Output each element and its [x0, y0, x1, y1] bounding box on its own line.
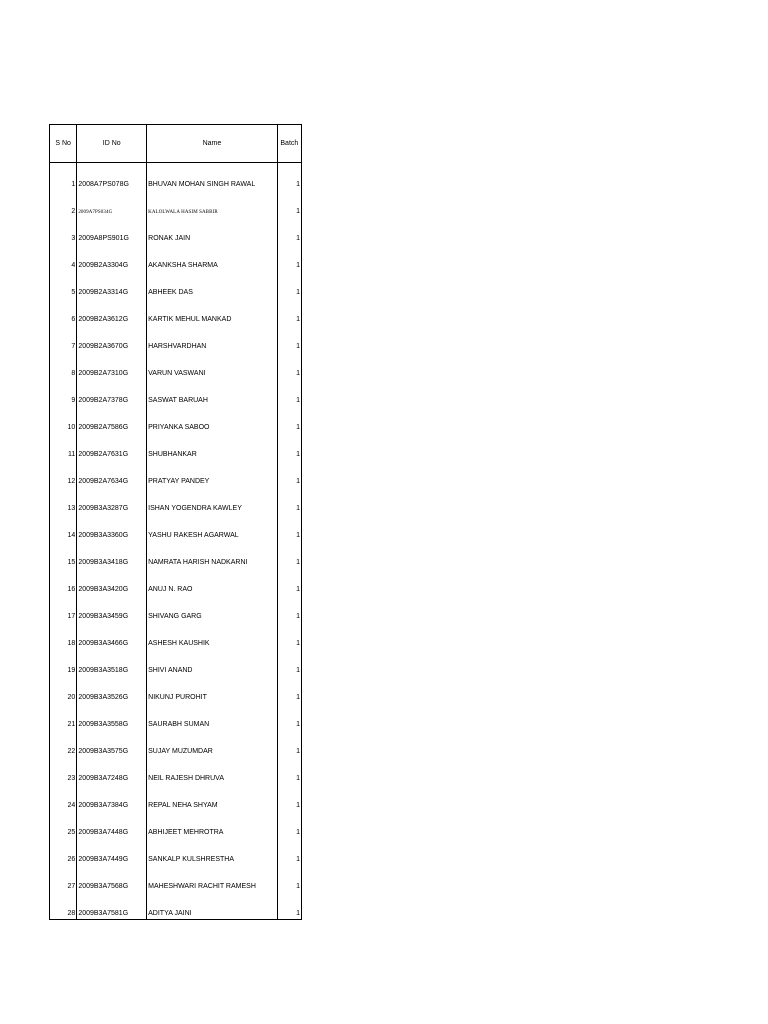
cell-name: ASHESH KAUSHIK: [147, 622, 278, 649]
cell-batch: 1: [277, 217, 301, 244]
cell-name: ISHAN YOGENDRA KAWLEY: [147, 487, 278, 514]
table-row: [50, 271, 302, 298]
cell-batch: 1: [277, 460, 301, 487]
table-row: [50, 325, 302, 352]
table-row: [50, 406, 302, 433]
cell-name: SAURABH SUMAN: [147, 703, 278, 730]
cell-name: ANUJ N. RAO: [147, 568, 278, 595]
cell-name: PRATYAY PANDEY: [147, 460, 278, 487]
cell-sno: 11: [50, 433, 77, 460]
cell-sno: 24: [50, 784, 77, 811]
cell-name: SUJAY MUZUMDAR: [147, 730, 278, 757]
cell-batch: 1: [277, 379, 301, 406]
table-row: [50, 838, 302, 865]
cell-id: 2009B3A3360G: [77, 514, 147, 541]
cell-name: BHUVAN MOHAN SINGH RAWAL: [147, 163, 278, 191]
cell-batch: 1: [277, 325, 301, 352]
cell-sno: 15: [50, 541, 77, 568]
cell-id: 2009B3A7248G: [77, 757, 147, 784]
table-row: [50, 595, 302, 622]
cell-id: 2009B3A7384G: [77, 784, 147, 811]
cell-id: 2009A7PS034G: [77, 190, 147, 217]
cell-sno: 25: [50, 811, 77, 838]
cell-sno: 23: [50, 757, 77, 784]
cell-id: 2009B2A7586G: [77, 406, 147, 433]
cell-name: REPAL NEHA SHYAM: [147, 784, 278, 811]
cell-id: 2009B3A3526G: [77, 676, 147, 703]
cell-id: 2009B2A3304G: [77, 244, 147, 271]
cell-id: 2009B3A3420G: [77, 568, 147, 595]
cell-id: 2009B3A3575G: [77, 730, 147, 757]
cell-name: SHIVI ANAND: [147, 649, 278, 676]
table-row: [50, 541, 302, 568]
table-row: [50, 649, 302, 676]
cell-name: NIKUNJ PUROHIT: [147, 676, 278, 703]
cell-batch: 1: [277, 244, 301, 271]
cell-id: 2009B2A3314G: [77, 271, 147, 298]
cell-name: SANKALP KULSHRESTHA: [147, 838, 278, 865]
cell-name: ABHEEK DAS: [147, 271, 278, 298]
cell-batch: 1: [277, 649, 301, 676]
table-row: [50, 676, 302, 703]
cell-id: 2009B2A7631G: [77, 433, 147, 460]
table-row: [50, 730, 302, 757]
cell-name: MAHESHWARI RACHIT RAMESH: [147, 865, 278, 892]
cell-batch: 1: [277, 163, 301, 191]
table-row: [50, 244, 302, 271]
cell-batch: 1: [277, 487, 301, 514]
cell-sno: 7: [50, 325, 77, 352]
cell-name: AKANKSHA SHARMA: [147, 244, 278, 271]
table-row: [50, 892, 302, 920]
cell-batch: 1: [277, 514, 301, 541]
cell-sno: 2: [50, 190, 77, 217]
cell-sno: 26: [50, 838, 77, 865]
cell-sno: 19: [50, 649, 77, 676]
cell-id: 2009B2A7378G: [77, 379, 147, 406]
header-name: Name: [147, 125, 278, 163]
table-row: [50, 622, 302, 649]
table-row: [50, 784, 302, 811]
cell-batch: 1: [277, 838, 301, 865]
cell-id: 2009B3A7449G: [77, 838, 147, 865]
cell-batch: 1: [277, 271, 301, 298]
cell-sno: 22: [50, 730, 77, 757]
cell-batch: 1: [277, 541, 301, 568]
cell-id: 2009B3A3558G: [77, 703, 147, 730]
cell-name: KALOLWALA HASIM SABBIR: [147, 190, 278, 217]
cell-sno: 18: [50, 622, 77, 649]
cell-batch: 1: [277, 676, 301, 703]
cell-id: 2009B3A3466G: [77, 622, 147, 649]
cell-sno: 14: [50, 514, 77, 541]
cell-batch: 1: [277, 433, 301, 460]
cell-name: ABHIJEET MEHROTRA: [147, 811, 278, 838]
cell-batch: 1: [277, 811, 301, 838]
table-row: [50, 298, 302, 325]
cell-id: 2009B2A3612G: [77, 298, 147, 325]
cell-name: NEIL RAJESH DHRUVA: [147, 757, 278, 784]
cell-sno: 21: [50, 703, 77, 730]
cell-id: 2009B3A7448G: [77, 811, 147, 838]
cell-sno: 27: [50, 865, 77, 892]
table-row: [50, 487, 302, 514]
header-id: ID No: [77, 125, 147, 163]
cell-name: KARTIK MEHUL MANKAD: [147, 298, 278, 325]
cell-id: 2009B3A3459G: [77, 595, 147, 622]
cell-batch: 1: [277, 352, 301, 379]
table-row: [50, 217, 302, 244]
table-row: [50, 703, 302, 730]
cell-id: 2009B2A3670G: [77, 325, 147, 352]
cell-name: ADITYA JAINI: [147, 892, 278, 920]
cell-sno: 16: [50, 568, 77, 595]
cell-batch: 1: [277, 190, 301, 217]
cell-sno: 9: [50, 379, 77, 406]
table-row: [50, 190, 302, 217]
cell-batch: 1: [277, 406, 301, 433]
cell-name: PRIYANKA SABOO: [147, 406, 278, 433]
cell-batch: 1: [277, 757, 301, 784]
cell-id: 2009B2A7310G: [77, 352, 147, 379]
cell-id: 2009B3A7581G: [77, 892, 147, 920]
cell-id: 2009B3A3418G: [77, 541, 147, 568]
cell-name: HARSHVARDHAN: [147, 325, 278, 352]
table-row: [50, 811, 302, 838]
student-list-table: [49, 124, 302, 920]
cell-batch: 1: [277, 730, 301, 757]
header-batch: Batch: [277, 125, 301, 163]
cell-name: RONAK JAIN: [147, 217, 278, 244]
cell-sno: 17: [50, 595, 77, 622]
cell-sno: 10: [50, 406, 77, 433]
cell-name: NAMRATA HARISH NADKARNI: [147, 541, 278, 568]
table-row: [50, 379, 302, 406]
table-body: [50, 163, 302, 920]
cell-sno: 4: [50, 244, 77, 271]
cell-name: SASWAT BARUAH: [147, 379, 278, 406]
cell-sno: 3: [50, 217, 77, 244]
cell-sno: 8: [50, 352, 77, 379]
table-row: [50, 163, 302, 191]
table-row: [50, 433, 302, 460]
table-row: [50, 568, 302, 595]
cell-id: 2009B3A3287G: [77, 487, 147, 514]
cell-name: SHIVANG GARG: [147, 595, 278, 622]
cell-batch: 1: [277, 784, 301, 811]
cell-sno: 13: [50, 487, 77, 514]
cell-sno: 12: [50, 460, 77, 487]
cell-name: VARUN VASWANI: [147, 352, 278, 379]
table-row: [50, 460, 302, 487]
table-row: [50, 865, 302, 892]
cell-batch: 1: [277, 892, 301, 920]
cell-sno: 5: [50, 271, 77, 298]
cell-batch: 1: [277, 568, 301, 595]
cell-batch: 1: [277, 622, 301, 649]
cell-batch: 1: [277, 595, 301, 622]
cell-batch: 1: [277, 703, 301, 730]
cell-batch: 1: [277, 865, 301, 892]
cell-id: 2009A8PS901G: [77, 217, 147, 244]
header-row: [50, 125, 302, 163]
cell-sno: 28: [50, 892, 77, 920]
cell-sno: 1: [50, 163, 77, 191]
cell-id: 2008A7PS078G: [77, 163, 147, 191]
cell-sno: 20: [50, 676, 77, 703]
header-sno: S No: [50, 125, 77, 163]
table-row: [50, 352, 302, 379]
cell-name: YASHU RAKESH AGARWAL: [147, 514, 278, 541]
cell-id: 2009B2A7634G: [77, 460, 147, 487]
cell-sno: 6: [50, 298, 77, 325]
cell-batch: 1: [277, 298, 301, 325]
table-row: [50, 757, 302, 784]
cell-id: 2009B3A3518G: [77, 649, 147, 676]
cell-id: 2009B3A7568G: [77, 865, 147, 892]
cell-name: SHUBHANKAR: [147, 433, 278, 460]
table-row: [50, 514, 302, 541]
